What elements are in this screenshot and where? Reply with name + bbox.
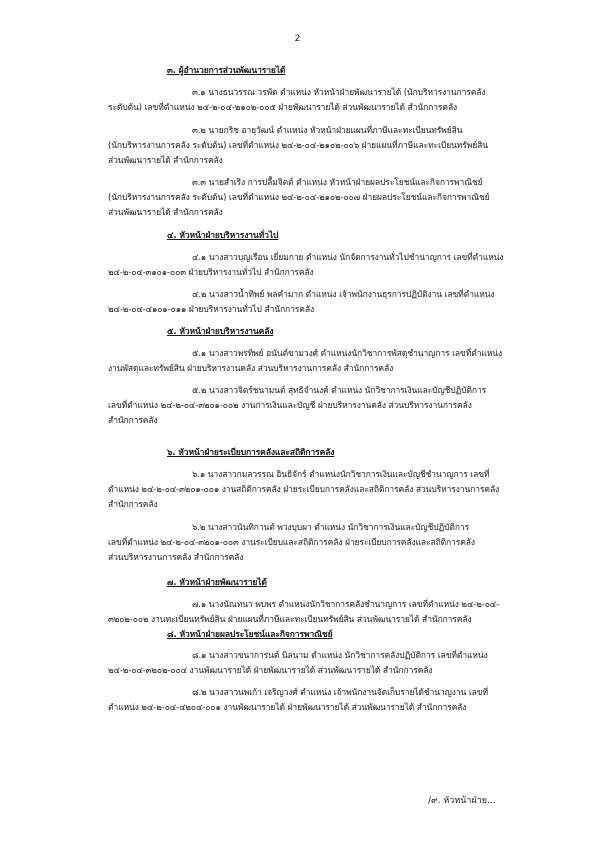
section-5-heading: ๕. หัวหน้าฝ่ายบริหารงานคลัง: [167, 327, 274, 337]
paragraph-line: งานพัสดุและทรัพย์สิน ฝ่ายบริหารงานคลัง ส่วนบริหารงานการคลัง สำนักการคลัง: [108, 364, 394, 374]
paragraph-line: ๒๔-๒-๐๔-๓๑๐๑-๐๐๓ ฝ่ายบริหารงานทั่วไป สำนักการคลัง: [108, 268, 314, 278]
paragraph-line: สำนักการคลัง: [108, 416, 158, 426]
paragraph-line: เลขที่ตำแหน่ง ๒๔-๒-๐๔-๓๒๐๑-๐๐๒ งานการเงินและบัญชี ฝ่ายบริหารงานคลัง ส่วนบริหารงานการคลัง: [108, 401, 472, 411]
section-4-heading: ๔. หัวหน้าฝ่ายบริหารงานทั่วไป: [167, 231, 279, 241]
paragraph-line: เลขที่ตำแหน่ง ๒๔-๒-๐๔-๓๒๐๑-๐๐๓ งานระเบียบและสถิติการคลัง ฝ่ายระเบียบการคลังและสถิติการคลัง: [108, 538, 475, 548]
paragraph-line: ๓.๓ นายสำเริง การปลื้มจิตต์ ตำแหน่ง หัวหน้าฝ่ายผลประโยชน์และกิจการพาณิชย์: [192, 178, 483, 188]
paragraph-line: ๗.๑ นางนัณทนา พบพร ตำแหน่งนักวิชาการคลังชำนาญการ เลขที่ตำแหน่ง ๒๔-๒-๐๔-: [192, 600, 500, 610]
page-number: 2: [294, 34, 301, 44]
section-7-heading: ๗. หัวหน้าฝ่ายพัฒนารายได้: [167, 578, 267, 588]
paragraph-line: ๔.๑ นางสาวบุญเรือน เยี่ยมกาย ตำแหน่ง นักจัดการงานทั่วไปชำนาญการ เลขที่ตำแหน่ง: [192, 253, 504, 263]
paragraph-line: ส่วนบริหารงานการคลัง สำนักการคลัง: [108, 553, 244, 563]
paragraph-line: ๖.๒ นางสาวนันทิกานต์ พวงบุบผา ตำแหน่ง นักวิชาการเงินและบัญชีปฏิบัติการ: [192, 523, 470, 533]
paragraph-line: ๓.๑ นางธนวรรณ วรพัด ตำแหน่ง หัวหน้าฝ่ายพัฒนารายได้ (นักบริหารงานการคลัง: [192, 88, 486, 98]
paragraph-line: ๒๔-๒-๐๔-๓๒๐๒-๐๐๔ งานพัฒนารายได้ ฝ่ายพัฒนารายได้ ส่วนพัฒนารายได้ สำนักการคลัง: [108, 666, 433, 676]
paragraph-line: (นักบริหารงานการคลัง ระดับต้น) เลขที่ตำแหน่ง ๒๔-๒-๐๔-๒๑๐๒-๐๐๗ ฝ่ายผลประโยชน์และกิจการพาณิชย์: [108, 193, 490, 203]
paragraph-line: ตำแหน่ง ๒๔-๒-๐๔-๓๒๐๑-๐๐๑ งานสถิติการคลัง ฝ่ายระเบียบการคลังและสถิติการคลัง ส่วนบริหารงานการคลัง: [108, 485, 500, 495]
paragraph-line: ๔.๒ นางสาวน้ำทิพย์ พลคำมาก ตำแหน่ง เจ้าพนักงานธุรการปฏิบัติงาน เลขที่ตำแหน่ง: [192, 290, 495, 300]
paragraph-line: ๕.๒ นางสาวจิตร์ชนามนต์ สุทธิจำนงค์ ตำแหน่ง นักวิชาการเงินและบัญชีปฏิบัติการ: [192, 386, 487, 396]
paragraph-line: ๓.๒ นายกริช อายุวัฒน์ ตำแหน่ง หัวหน้าฝ่ายแผนที่ภาษีและทะเบียนทรัพย์สิน: [192, 126, 463, 136]
section-8-heading: ๘. หัวหน้าฝ่ายผลประโยชน์และกิจการพาณิชย์: [167, 630, 333, 640]
paragraph-line: ๖.๑ นางสาวกมลวรรณ อินธิจักร์ ตำแหน่งนักวิชาการเงินและบัญชีชำนาญการ เลขที่: [192, 470, 490, 480]
paragraph-line: ๓๒๐๒-๐๐๒ งานทะเบียนทรัพย์สิน ฝ่ายแผนที่ภาษีและทะเบียนทรัพย์สิน ส่วนพัฒนารายได้ สำนักการคลัง: [108, 615, 472, 625]
section-3-heading: ๓. ผู้อำนวยการส่วนพัฒนารายได้: [167, 66, 286, 76]
paragraph-line: ส่วนพัฒนารายได้ สำนักการคลัง: [108, 156, 223, 166]
paragraph-line: ๒๔-๒-๐๔-๔๑๐๑-๐๑๑ ฝ่ายบริหารงานทั่วไป สำนักการคลัง: [108, 305, 314, 315]
paragraph-line: สำนักการคลัง: [108, 500, 158, 510]
paragraph-line: ๘.๑ นางสาวขนาการนต์ นิลนาม ตำแหน่ง นักวิชาการคลังปฏิบัติการ เลขที่ตำแหน่ง: [192, 651, 488, 661]
section-6-heading: ๖. หัวหน้าฝ่ายระเบียบการคลังและสถิติการคลัง: [167, 448, 335, 458]
paragraph-line: ๕.๑ นางสาวพรทิพย์ อนันต์ขามวงศ์ ตำแหน่งนักวิชาการพัสดุชำนาญการ เลขที่ตำแหน่ง: [192, 349, 503, 359]
paragraph-line: ๘.๒ นางสาวนพเก้า เจริญวงศ์ ตำแหน่ง เจ้าพนักงานจัดเก็บรายได้ชำนาญงาน เลขที่: [192, 688, 488, 698]
paragraph-line: ตำแหน่ง ๒๔-๒-๐๔-๔๒๐๔-๐๐๑ งานพัฒนารายได้ ฝ่ายพัฒนารายได้ ส่วนพัฒนารายได้ สำนักการคลัง: [108, 703, 467, 713]
continuation-note: /๙. หัวหน้าฝ่าย...: [428, 796, 496, 806]
paragraph-line: ระดับต้น) เลขที่ตำแหน่ง ๒๔-๒-๐๔-๒๑๐๒-๐๐๕ ฝ่ายพัฒนารายได้ ส่วนพัฒนารายได้ สำนักการคลัง: [108, 103, 458, 113]
paragraph-line: (นักบริหารงานการคลัง ระดับต้น) เลขที่ตำแหน่ง ๒๔-๒-๐๔-๒๑๐๒-๐๐๖ ฝ่ายแผนที่ภาษีและทะเบียนทรัพย์สิน: [108, 141, 488, 151]
paragraph-line: ส่วนพัฒนารายได้ สำนักการคลัง: [108, 208, 223, 218]
